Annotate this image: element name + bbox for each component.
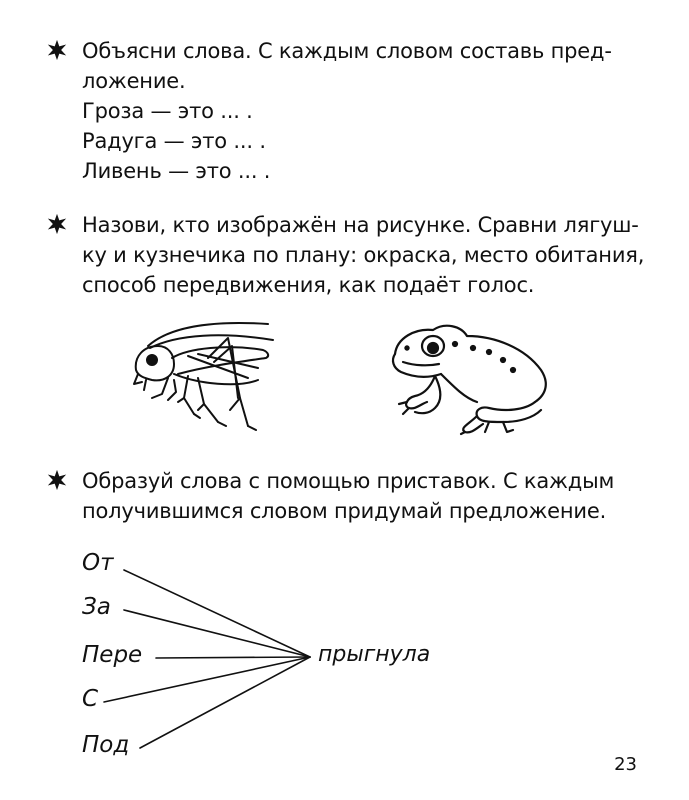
task-1-line-2: ложение. [82,69,186,93]
prefix-s: С [82,686,99,712]
page-number: 23 [614,754,637,775]
task-1-item-groza: Гроза — это ... . [82,99,253,123]
task-3-line-2: получившимся словом придумай предложение. [82,499,607,523]
connector-line-ot [124,570,310,657]
task-3-line-1: Образуй слова с помощью приставок. С каждым [82,469,615,493]
task-1-line-1: Объясни слова. С каждым словом составь пред- [82,39,612,63]
task-1-item-liven: Ливень — это ... . [82,159,271,183]
prefix-pod: Под [82,732,130,758]
task-2-line-1: Назови, кто изображён на рисунке. Сравни лягуш- [82,213,639,237]
root-word: прыгнула [318,642,431,667]
task-2-line-3: способ передвижения, как подаёт голос. [82,273,535,297]
task-1-item-raduga: Радуга — это ... . [82,129,266,153]
connector-line-pere [156,657,310,658]
connector-line-pod [140,657,310,748]
prefix-za: За [82,594,111,620]
prefix-ot: От [82,550,114,576]
task-2-line-2: ку и кузнечика по плану: окраска, место обитания, [82,243,645,267]
prefix-pere: Пере [82,642,143,668]
connector-line-za [124,610,310,657]
